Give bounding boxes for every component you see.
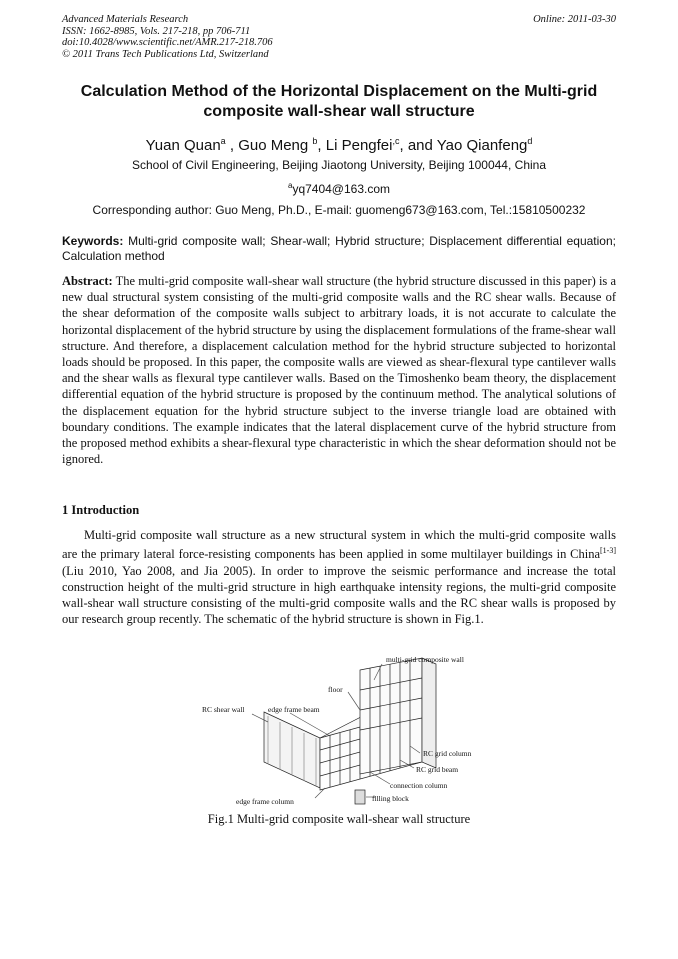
label-filling-block: filling block [372,794,409,803]
figure-caption: Fig.1 Multi-grid composite wall-shear wall structure [207,812,471,826]
author-list [62,132,616,155]
author-name: Yuan Quan [145,137,221,154]
label-rc-shear-wall: RC shear wall [202,705,245,714]
copyright-line: © 2011 Trans Tech Publications Ltd, Switzerland [62,48,269,60]
issn-line: ISSN: 1662-8985, Vols. 217-218, pp 706-711 [62,25,251,37]
label-composite-wall: multi-grid composite wall [386,655,464,664]
keywords-text: Multi-grid composite wall; Shear-wall; Hybrid structure; Displacement differential equation; Calculation method [62,234,616,263]
email-address[interactable]: yq7404@163.com [292,182,391,196]
author-sup: d [527,136,533,146]
abstract-text: The multi-grid composite wall-shear wall structure (the hybrid structure discussed in this paper) is a new dual structural system consisting of the multi-grid composite walls and the RC shear walls. Because of the shear deformation of the composite walls subject to arbitrary loads, it is not accurate to calculate the horizontal displacement of the hybrid structure by using the displacement formulations of the frame-shear wall structure. And therefore, a displacement calculation method for the hybrid structure subjected to horizontal loads should be proposed. In this paper, the composite walls are viewed as shear-flexural type cantilever walls and the shear walls as flexural type cantilever walls. Based on the Timoshenko beam theory, the displacement differential equation of the hybrid structure is proposed by the continuum method. The analytical solutions of the displacement equation for the hybrid structure subject to the inverse triangle load are obtained with boundary conditions. The example indicates that the lateral displacement curve of the hybrid structure from the proposed method exhibits a shear-flexural type characteristic in which the shear deformation should not be ignored. [62,274,616,467]
author-email [62,179,616,196]
affiliation: School of Civil Engineering, Beijing Jiaotong University, Beijing 100044, China [131,158,547,172]
abstract-label: Abstract: [62,274,113,288]
author-name: , Li Pengfei [317,137,393,154]
back-composite-wall [360,658,422,774]
author-name: , Guo Meng [225,137,313,154]
doi-line[interactable]: doi:10.4028/www.scientific.net/AMR.217-218.706 [62,37,273,48]
journal-name: Advanced Materials Research [62,14,189,25]
abstract [62,273,616,467]
author-sup: ,c [392,136,400,146]
corresponding-author: Corresponding author: Guo Meng, Ph.D., E-mail: guomeng673@163.com, Tel.:15810500232 [92,203,586,217]
citation-ref[interactable]: [1-3] [600,546,616,556]
filling-block [355,790,365,804]
author-sup: a [220,136,226,146]
author-sup: b [312,136,318,146]
online-date: Online: 2011-03-30 [533,14,616,25]
page-header [62,14,616,60]
author-name: , and Yao Qianfeng [399,137,528,154]
intro-text: Multi-grid composite wall structure as a new structural system in which the multi-grid composite walls are the primary lateral force-resisting components has been applied in some multilayer buildings in China [62,528,616,562]
keywords [62,234,616,264]
label-edge-frame-beam: edge frame beam [268,705,320,714]
label-rc-grid-beam: RC grid beam [416,765,459,774]
email-sup: a [287,181,293,190]
structure-figure [190,650,500,810]
label-floor: floor [328,685,343,694]
label-connection-column: connection column [390,781,448,790]
intro-text-cont: (Liu 2010, Yao 2008, and Jia 2005). In order to improve the seismic performance and increase the total construction height of the multi-grid structure in high earthquake intensity regions, the multi-grid composite wall-shear wall structure consisting of the multi-grid composite walls and the RC shear walls is proposed by our research group recently. The schematic of the hybrid structure is shown in Fig.1. [62,563,616,627]
paper-title: Calculation Method of the Horizontal Displacement on the Multi-grid composite wall-shear wall structure [80,83,598,120]
label-rc-grid-column: RC grid column [423,749,472,758]
keywords-label: Keywords: [62,234,124,248]
section-heading: 1 Introduction [62,503,140,517]
introduction-paragraph [62,527,616,627]
label-edge-frame-column: edge frame column [236,797,294,806]
